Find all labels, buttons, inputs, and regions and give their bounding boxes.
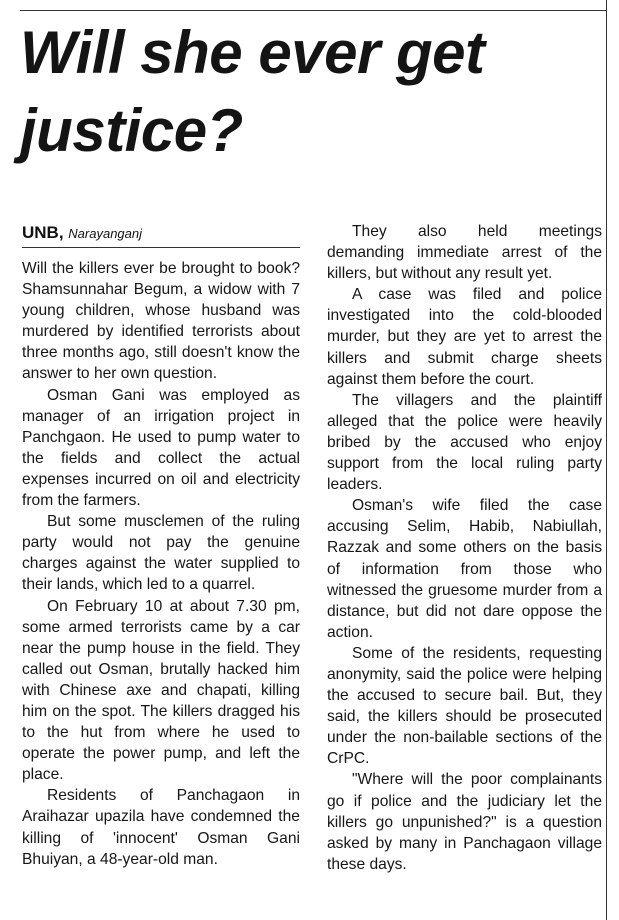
paragraph: The villagers and the plaintiff alleged that the police were heavily bribed by the accused who enjoy support from the local ruling party leaders. [327,391,602,494]
paragraph: They also held meetings demanding immediate arrest of the killers, but without any result yet. [327,223,602,283]
right-column-rule [606,0,607,920]
left-column [22,258,300,870]
paragraph: Osman's wife filed the case accusing Selim, Habib, Nabiullah, Razzak and some others on the basis of information from those who witnessed the gruesome murder from a distance, but did not dare oppose the action. [327,497,602,641]
top-rule [20,10,606,11]
paragraph: Residents of Panchagaon in Araihazar upazila have condemned the killing of 'innocent' Osman Gani Bhuiyan, a 48-year-old man. [22,787,300,868]
byline-rule [22,247,300,248]
paragraph: But some musclemen of the ruling party would not pay the genuine charges against the water supplied to their lands, which led to a quarrel. [22,513,300,594]
paragraph: Osman Gani was employed as manager of an irrigation project in Panchgaon. He used to pump water to the fields and collect the actual expenses incurred on oil and electricity from the farmers. [22,386,300,510]
paragraph: On February 10 at about 7.30 pm, some armed terrorists came by a car near the pump house in the field. They called out Osman, brutally hacked him with Chinese axe and chapati, killing him on the spot. The killers dragged his to the hut from where he used to operate the power pump, and left the place. [22,597,300,784]
byline-agency: UNB, [22,223,64,242]
byline-place: Narayanganj [68,226,143,241]
byline [22,222,302,244]
paragraph: Will the killers ever be brought to book? Shamsunnahar Begum, a widow with 7 young children, whose husband was murdered by identified terrorists about three months ago, still doesn't know the answer to her own question. [22,260,300,383]
right-column [327,221,602,875]
paragraph: Some of the residents, requesting anonymity, said the police were helping the accused to secure bail. But, they said, the killers should be prosecuted under the non-bailable sections of the CrPC. [327,644,602,768]
paragraph: "Where will the poor complainants go if police and the judiciary let the killers go unpunished?" is a question asked by many in Panchagaon village these days. [327,771,602,873]
headline: Will she ever get justice? [20,19,485,164]
paragraph: A case was filed and police investigated into the cold-blooded murder, but they are yet to arrest the killers and submit charge sheets against them before the court. [327,286,602,388]
